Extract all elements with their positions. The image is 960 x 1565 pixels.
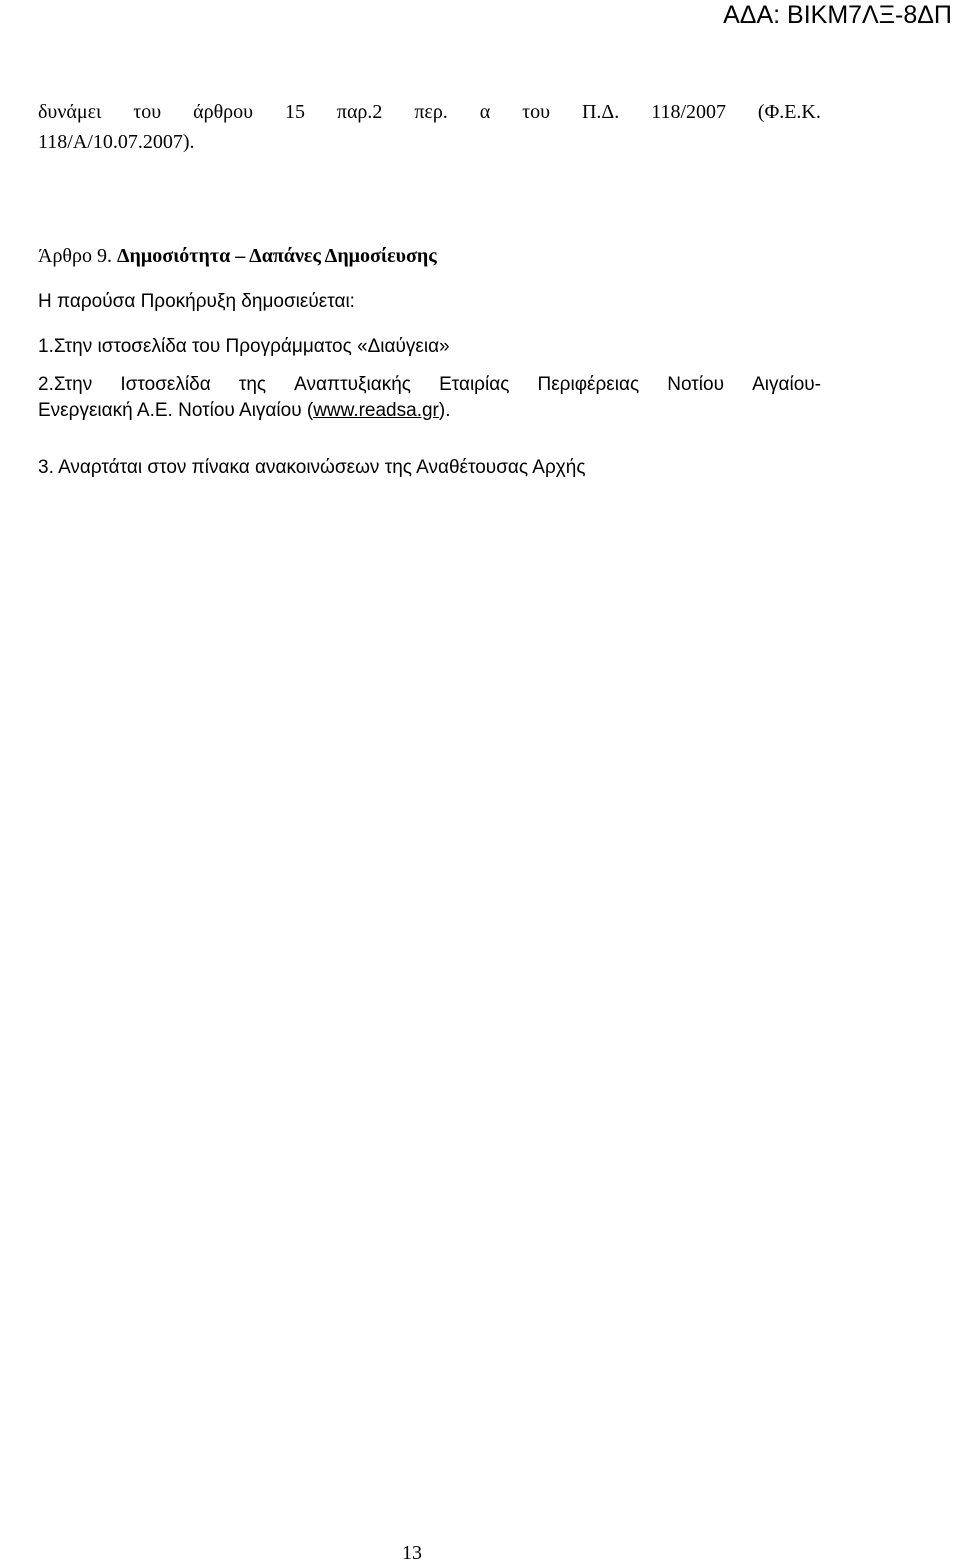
legal-reference-word: δυνάμει xyxy=(38,101,102,123)
list-item-2-word: της xyxy=(238,374,267,395)
list-item-2-word: Περιφέρειας xyxy=(537,374,640,395)
legal-reference-word: περ. xyxy=(414,101,448,123)
legal-reference-word: α xyxy=(479,101,491,123)
list-item-2-word: Νοτίου xyxy=(667,374,724,395)
article-heading xyxy=(38,242,437,270)
readsa-link[interactable]: www.readsa.gr xyxy=(313,400,439,421)
article-title: Δημοσιότητα – Δαπάνες Δημοσίευσης xyxy=(116,245,437,267)
legal-reference-line-2: 118/Α/10.07.2007). xyxy=(38,131,195,153)
legal-reference-word: άρθρου xyxy=(193,101,254,123)
legal-reference-word: Π.Δ. xyxy=(581,101,620,123)
list-item-2-word: 2.Στην xyxy=(38,374,93,395)
legal-reference-word: του xyxy=(522,101,551,123)
list-item-2-line-2 xyxy=(38,398,450,424)
article-number: Άρθρο 9. xyxy=(38,245,117,267)
legal-reference-word: παρ.2 xyxy=(336,101,383,123)
list-item-2-word: Αιγαίου- xyxy=(752,374,821,395)
legal-reference-word: (Φ.Ε.Κ. xyxy=(757,101,821,123)
legal-reference-line-1 xyxy=(38,98,821,126)
list-item-2-text: Ενεργειακή Α.Ε. Νοτίου Αιγαίου ( xyxy=(38,400,314,421)
page-number: 13 xyxy=(402,1542,422,1564)
legal-reference-word: 118/2007 xyxy=(651,101,727,123)
list-item-3: 3. Αναρτάται στον πίνακα ανακοινώσεων της Αναθέτουσας Αρχής xyxy=(38,457,586,478)
list-item-2-word: Ιστοσελίδα xyxy=(120,374,211,395)
legal-reference-word: του xyxy=(133,101,162,123)
ada-code: ΑΔΑ: ΒΙΚΜ7ΛΞ-8ΔΠ xyxy=(723,1,952,29)
list-item-2-word: Αναπτυξιακής xyxy=(294,374,411,395)
intro-text: Η παρούσα Προκήρυξη δημοσιεύεται: xyxy=(38,291,355,312)
list-item-2-word: Εταιρίας xyxy=(439,374,510,395)
list-item-1: 1.Στην ιστοσελίδα του Προγράμματος «Διαύγεια» xyxy=(38,336,450,357)
list-item-2-suffix: ). xyxy=(438,400,451,421)
list-item-2-line-1 xyxy=(38,372,821,398)
legal-reference-word: 15 xyxy=(284,101,305,123)
